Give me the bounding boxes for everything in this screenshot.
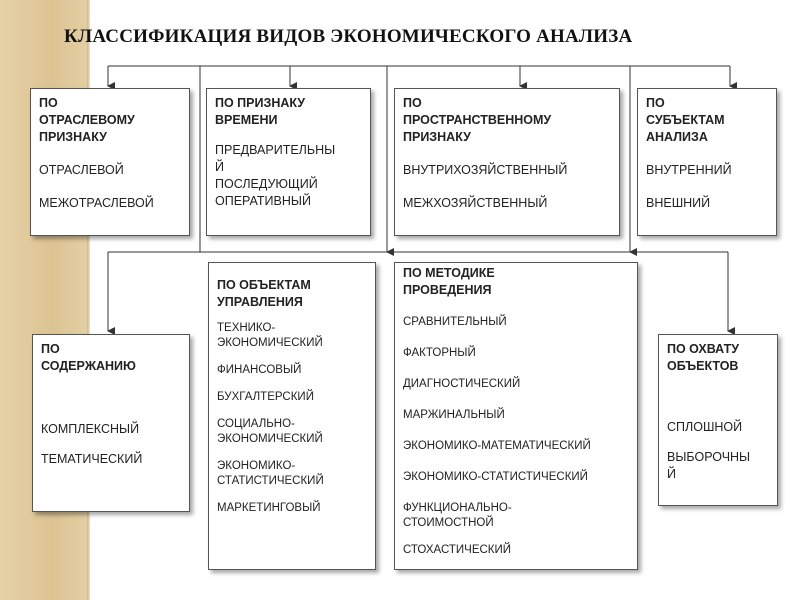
box-objects-item: ЭКОНОМИКО- СТАТИСТИЧЕСКИЙ <box>217 460 324 487</box>
box-time-header: ПО ПРИЗНАКУ ВРЕМЕНИ <box>215 96 306 127</box>
box-space-item: МЕЖХОЗЯЙСТВЕННЫЙ <box>403 196 548 210</box>
box-time <box>206 88 371 236</box>
box-content <box>32 334 190 512</box>
box-subjects-item: ВНУТРЕННИЙ <box>646 163 732 177</box>
diagram-title: КЛАССИФИКАЦИЯ ВИДОВ ЭКОНОМИЧЕСКОГО АНАЛИЗА <box>64 26 633 47</box>
box-method-header: ПО МЕТОДИКЕ ПРОВЕДЕНИЯ <box>403 266 495 297</box>
box-time-item: ПРЕДВАРИТЕЛЬНЫ Й <box>215 143 336 174</box>
box-objects <box>208 262 376 570</box>
box-coverage-item: ВЫБОРОЧНЫ Й <box>667 450 751 481</box>
box-coverage <box>658 334 778 506</box>
box-time-item: ПОСЛЕДУЮЩИЙ <box>215 177 318 191</box>
box-method-item: ЭКОНОМИКО-МАТЕМАТИЧЕСКИЙ <box>403 440 591 452</box>
box-content-item: ТЕМАТИЧЕСКИЙ <box>41 452 143 466</box>
box-space-header: ПО ПРОСТРАНСТВЕННОМУ ПРИЗНАКУ <box>403 96 552 144</box>
box-subjects <box>637 88 777 236</box>
box-method <box>394 262 638 570</box>
box-industry <box>30 88 190 236</box>
box-method-item: ФУНКЦИОНАЛЬНО- СТОИМОСТНОЙ <box>403 502 512 529</box>
box-method-item: ДИАГНОСТИЧЕСКИЙ <box>403 378 521 390</box>
box-objects-item: БУХГАЛТЕРСКИЙ <box>217 391 314 403</box>
box-content-header: ПО СОДЕРЖАНИЮ <box>41 342 136 373</box>
box-subjects-header: ПО СУБЪЕКТАМ АНАЛИЗА <box>646 96 725 144</box>
box-method-item: ФАКТОРНЫЙ <box>403 347 476 359</box>
box-objects-header: ПО ОБЪЕКТАМ УПРАВЛЕНИЯ <box>217 278 311 309</box>
box-objects-item: МАРКЕТИНГОВЫЙ <box>217 502 321 514</box>
box-content-item: КОМПЛЕКСНЫЙ <box>41 422 140 436</box>
box-subjects-item: ВНЕШНИЙ <box>646 196 711 210</box>
box-coverage-header: ПО ОХВАТУ ОБЪЕКТОВ <box>667 342 739 373</box>
box-objects-item: ФИНАНСОВЫЙ <box>217 364 302 376</box>
box-space-item: ВНУТРИХОЗЯЙСТВЕННЫЙ <box>403 163 568 177</box>
box-coverage-item: СПЛОШНОЙ <box>667 420 743 434</box>
box-method-item: МАРЖИНАЛЬНЫЙ <box>403 409 505 421</box>
box-objects-item: ТЕХНИКО- ЭКОНОМИЧЕСКИЙ <box>217 322 323 349</box>
box-industry-item: МЕЖОТРАСЛЕВОЙ <box>39 196 154 210</box>
box-industry-item: ОТРАСЛЕВОЙ <box>39 163 124 177</box>
box-method-item: СТОХАСТИЧЕСКИЙ <box>403 544 512 556</box>
box-objects-item: СОЦИАЛЬНО- ЭКОНОМИЧЕСКИЙ <box>217 418 323 445</box>
box-industry-header: ПО ОТРАСЛЕВОМУ ПРИЗНАКУ <box>39 96 135 144</box>
box-space <box>394 88 620 236</box>
box-time-item: ОПЕРАТИВНЫЙ <box>215 194 311 208</box>
box-method-item: СРАВНИТЕЛЬНЫЙ <box>403 316 507 328</box>
box-method-item: ЭКОНОМИКО-СТАТИСТИЧЕСКИЙ <box>403 471 588 483</box>
